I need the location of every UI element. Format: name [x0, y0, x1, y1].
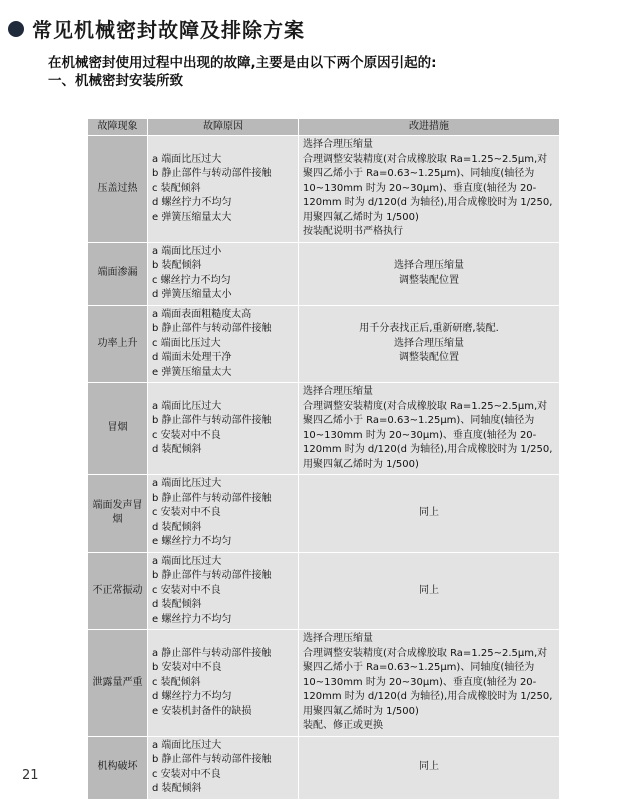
cause-item: a 端面表面粗糙度太高: [152, 308, 252, 320]
cause-item: d 端面未处理干净: [152, 352, 232, 363]
cause-item: c 安装对中不良: [152, 429, 221, 441]
cause-item: c 安装对中不良: [152, 768, 221, 780]
table-header-row: [88, 119, 560, 136]
cause-item: b 静止部件与转动部件接触: [152, 570, 272, 581]
cause-item: b 装配倾斜: [152, 260, 202, 271]
cause-cell: [148, 736, 299, 799]
table-row: [88, 305, 560, 383]
fix-item: 调整装配位置: [399, 274, 459, 286]
table-row: [88, 736, 560, 799]
cause-item: a 端面比压过大: [152, 555, 222, 567]
cause-cell: [148, 242, 299, 305]
fix-cell: [299, 242, 560, 305]
cause-cell: [148, 383, 299, 475]
fault-table: [87, 118, 560, 800]
cause-item: d 螺丝拧力不均匀: [152, 691, 232, 702]
fix-item: 选择合理压缩量: [394, 260, 464, 271]
cause-item: c 安装对中不良: [152, 584, 221, 596]
page-number: 21: [22, 768, 39, 783]
fix-cell: [299, 630, 560, 737]
cause-cell: [148, 552, 299, 630]
fix-item: 选择合理压缩量: [303, 139, 373, 150]
cause-item: d 装配倾斜: [152, 783, 202, 794]
cause-item: c 装配倾斜: [152, 182, 201, 194]
cause-item: d 装配倾斜: [152, 599, 202, 610]
fix-cell: [299, 552, 560, 630]
fix-item: 同上: [419, 584, 439, 596]
fix-item: 合理调整安装精度(对合成橡胶取 Ra=1.25~2.5μm,对聚四乙烯小于 Ra=0.63~1.25μm)、同轴度(轴径为 10~130mm 时为 20~30μm)、垂直度(轴径为 20-120mm 时为 d/120(d 为轴径),用合成橡胶时为 1/250,用聚四氟乙烯时为 1/500): [303, 400, 553, 470]
cause-item: e 弹簧压缩量太大: [152, 211, 232, 223]
header-symptom: 故障现象: [88, 119, 148, 136]
cause-item: c 装配倾斜: [152, 676, 201, 688]
cause-cell: [148, 136, 299, 243]
cause-item: a 端面比压过大: [152, 739, 222, 751]
fix-item: 调整装配位置: [399, 352, 459, 363]
fix-cell: [299, 475, 560, 553]
intro-line-1: 在机械密封使用过程中出现的故障,主要是由以下两个原因引起的:: [48, 55, 437, 71]
table-row: [88, 552, 560, 630]
fix-cell: [299, 736, 560, 799]
fix-item: 合理调整安装精度(对合成橡胶取 Ra=1.25~2.5μm,对聚四乙烯小于 Ra=0.63~1.25μm)、同轴度(轴径为 10~130mm 时为 20~30μm)、垂直度(轴径为 20-120mm 时为 d/120(d 为轴径),用合成橡胶时为 1/250,用聚四氟乙烯时为 1/500): [303, 647, 553, 717]
symptom-cell: 压盖过热: [88, 136, 148, 243]
symptom-cell: 端面发声冒烟: [88, 475, 148, 553]
header-cause: 故障原因: [148, 119, 299, 136]
cause-item: b 安装对中不良: [152, 662, 222, 673]
fix-item: 选择合理压缩量: [303, 386, 373, 397]
title-row: [8, 14, 305, 43]
cause-item: c 安装对中不良: [152, 507, 221, 518]
table-row: [88, 242, 560, 305]
cause-item: d 弹簧压缩量太小: [152, 289, 232, 300]
symptom-cell: 端面渗漏: [88, 242, 148, 305]
fix-item: 同上: [419, 761, 439, 773]
fix-item: 用千分表找正后,重新研磨,装配.: [359, 323, 499, 334]
cause-item: b 静止部件与转动部件接触: [152, 754, 272, 765]
fix-cell: [299, 305, 560, 383]
cause-cell: [148, 475, 299, 553]
cause-item: e 螺丝拧力不均匀: [152, 613, 232, 625]
cause-item: e 螺丝拧力不均匀: [152, 536, 232, 547]
fix-item: 装配、修正或更换: [303, 720, 383, 731]
cause-item: d 装配倾斜: [152, 444, 202, 455]
cause-item: b 静止部件与转动部件接触: [152, 492, 272, 504]
symptom-cell: 冒烟: [88, 383, 148, 475]
table-row: [88, 630, 560, 737]
cause-item: a 端面比压过大: [152, 478, 222, 489]
cause-item: d 装配倾斜: [152, 521, 202, 533]
cause-item: b 静止部件与转动部件接触: [152, 415, 272, 426]
fix-item: 选择合理压缩量: [303, 633, 373, 644]
cause-item: a 端面比压过大: [152, 153, 222, 165]
table-row: [88, 136, 560, 243]
cause-item: c 端面比压过大: [152, 337, 221, 349]
cause-cell: [148, 630, 299, 737]
intro-line-2: 一、机械密封安装所致: [48, 73, 183, 89]
table-row: [88, 383, 560, 475]
symptom-cell: 泄露量严重: [88, 630, 148, 737]
cause-item: e 弹簧压缩量太大: [152, 366, 232, 378]
cause-item: e 安装机封备件的缺损: [152, 705, 252, 717]
header-fix: 改进措施: [299, 119, 560, 136]
intro-text: [48, 54, 437, 90]
cause-item: c 螺丝拧力不均匀: [152, 274, 231, 286]
cause-item: b 静止部件与转动部件接触: [152, 168, 272, 179]
cause-item: a 端面比压过大: [152, 400, 222, 412]
fix-item: 合理调整安装精度(对合成橡胶取 Ra=1.25~2.5μm,对聚四乙烯小于 Ra=0.63~1.25μm)、同轴度(轴径为 10~130mm 时为 20~30μm)、垂直度(轴径为 20-120mm 时为 d/120(d 为轴径),用合成橡胶时为 1/250,用聚四氟乙烯时为 1/500): [303, 153, 553, 223]
symptom-cell: 功率上升: [88, 305, 148, 383]
cause-item: b 静止部件与转动部件接触: [152, 323, 272, 334]
fix-item: 按装配说明书严格执行: [303, 226, 403, 237]
cause-cell: [148, 305, 299, 383]
bullet-dot-icon: [8, 21, 24, 37]
table-row: [88, 475, 560, 553]
cause-item: a 端面比压过小: [152, 245, 222, 257]
symptom-cell: 机构破坏: [88, 736, 148, 799]
fix-cell: [299, 383, 560, 475]
fix-item: 同上: [419, 507, 439, 518]
cause-item: d 螺丝拧力不均匀: [152, 197, 232, 208]
symptom-cell: 不正常振动: [88, 552, 148, 630]
fix-cell: [299, 136, 560, 243]
page-title: 常见机械密封故障及排除方案: [32, 18, 305, 42]
fix-item: 选择合理压缩量: [394, 337, 464, 349]
cause-item: a 静止部件与转动部件接触: [152, 647, 272, 659]
